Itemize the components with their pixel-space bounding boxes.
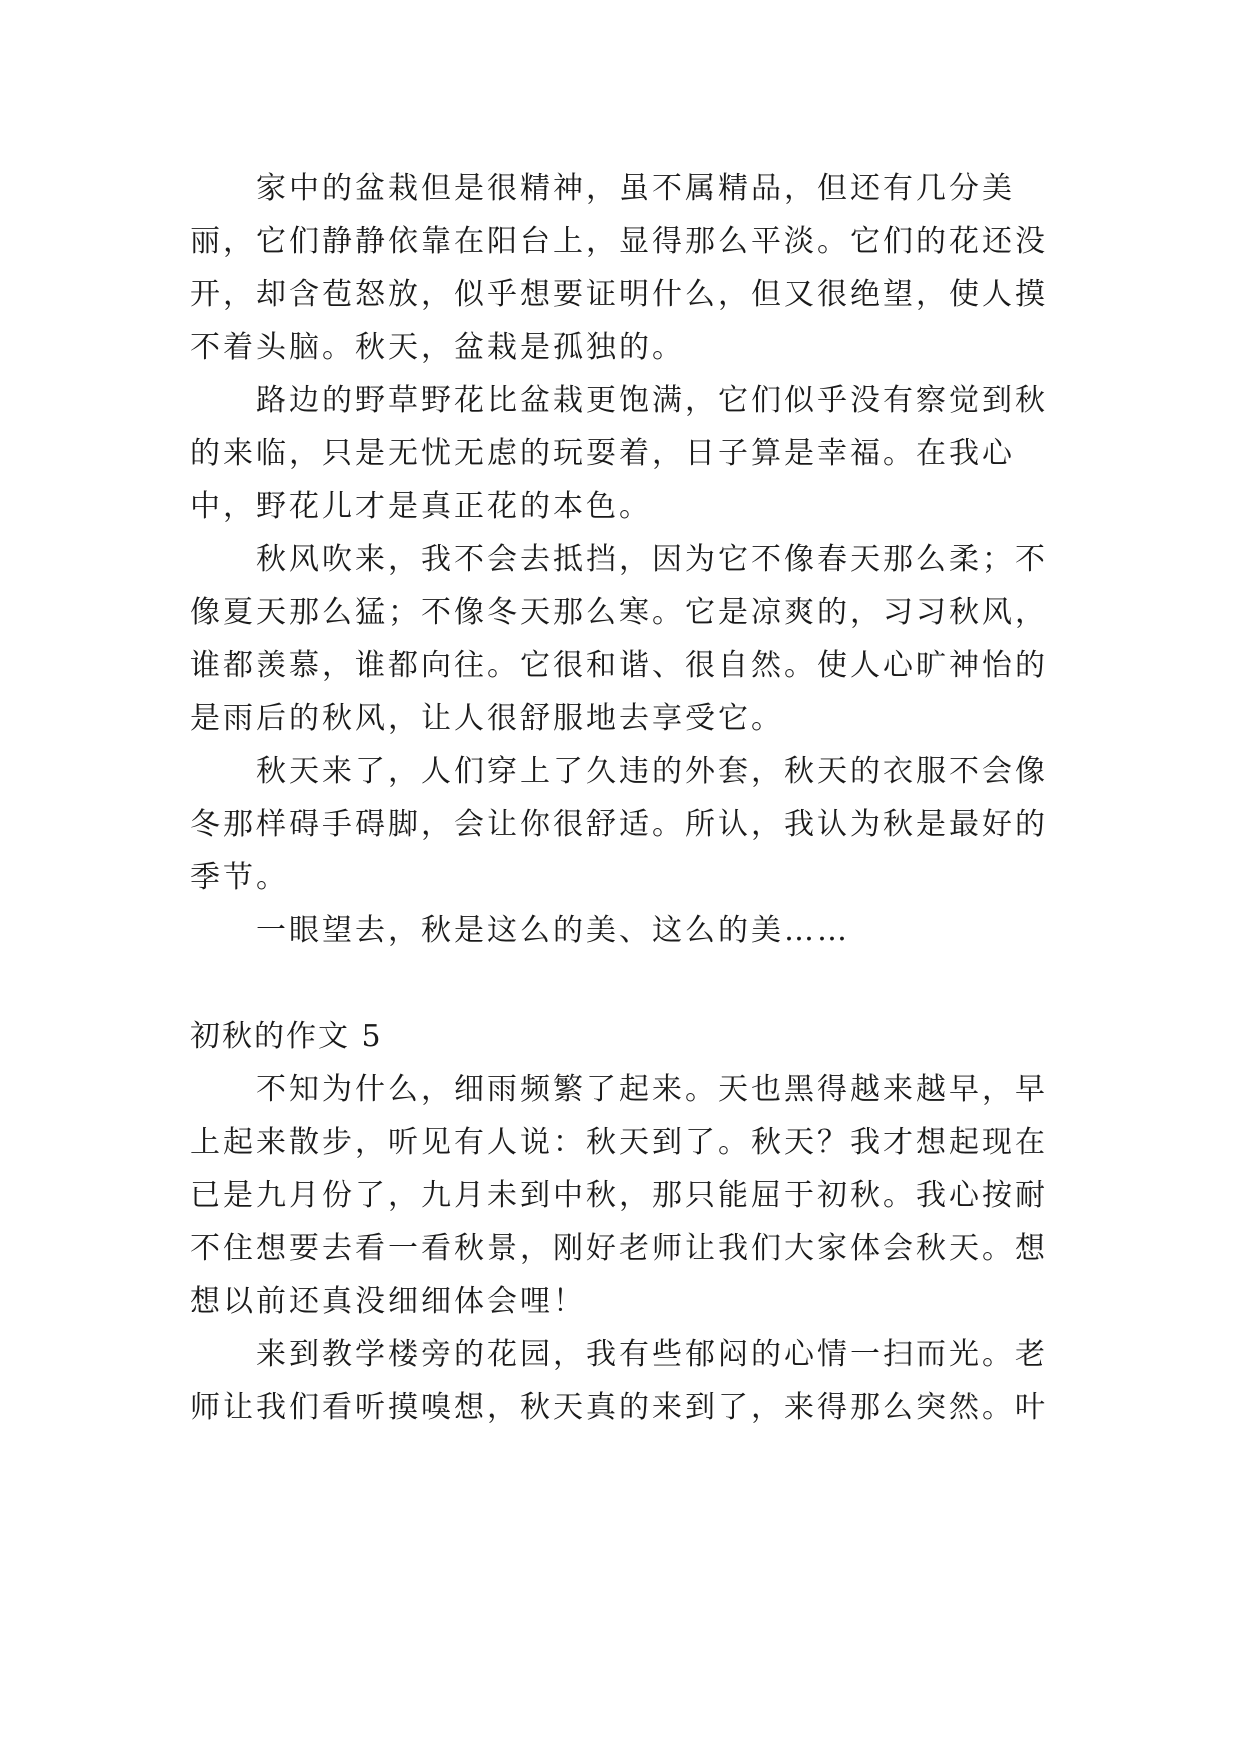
paragraph-early-autumn: 不知为什么，细雨频繁了起来。天也黑得越来越早，早上起来散步，听见有人说：秋天到了。秋天？我才想起现在已是九月份了，九月未到中秋，那只能屈于初秋。我心按耐不住想要去看一看秋景，刚好老师让我们大家体会秋天。想想以前还真没细细体会哩！ (190, 1072, 1048, 1319)
paragraph-autumn-clothes: 秋天来了，人们穿上了久违的外套，秋天的衣服不会像冬那样碍手碍脚，会让你很舒适。所认，我认为秋是最好的季节。 (190, 754, 1048, 895)
paragraph-potted-plants: 家中的盆栽但是很精神，虽不属精品，但还有几分美丽，它们静静依靠在阳台上，显得那么平淡。它们的花还没开，却含苞怒放，似乎想要证明什么，但又很绝望，使人摸不着头脑。秋天，盆栽是孤独的。 (190, 171, 1048, 365)
section-title: 初秋的作文 5 (190, 1019, 383, 1054)
paragraph-autumn-wind: 秋风吹来，我不会去抵挡，因为它不像春天那么柔；不像夏天那么猛；不像冬天那么寒。它是凉爽的，习习秋风，谁都羡慕，谁都向往。它很和谐、很自然。使人心旷神怡的是雨后的秋风，让人很舒服地去享受它。 (190, 542, 1048, 736)
paragraph-garden: 来到教学楼旁的花园，我有些郁闷的心情一扫而光。老师让我们看听摸嗅想，秋天真的来到了，来得那么突然。叶 (190, 1337, 1048, 1425)
paragraph-autumn-beauty: 一眼望去，秋是这么的美、这么的美…… (256, 913, 850, 948)
document-body (190, 162, 1080, 1434)
paragraph-wildflowers: 路边的野草野花比盆栽更饱满，它们似乎没有察觉到秋的来临，只是无忧无虑的玩耍着，日子算是幸福。在我心中，野花儿才是真正花的本色。 (190, 383, 1048, 524)
section-spacer (190, 957, 1080, 1010)
